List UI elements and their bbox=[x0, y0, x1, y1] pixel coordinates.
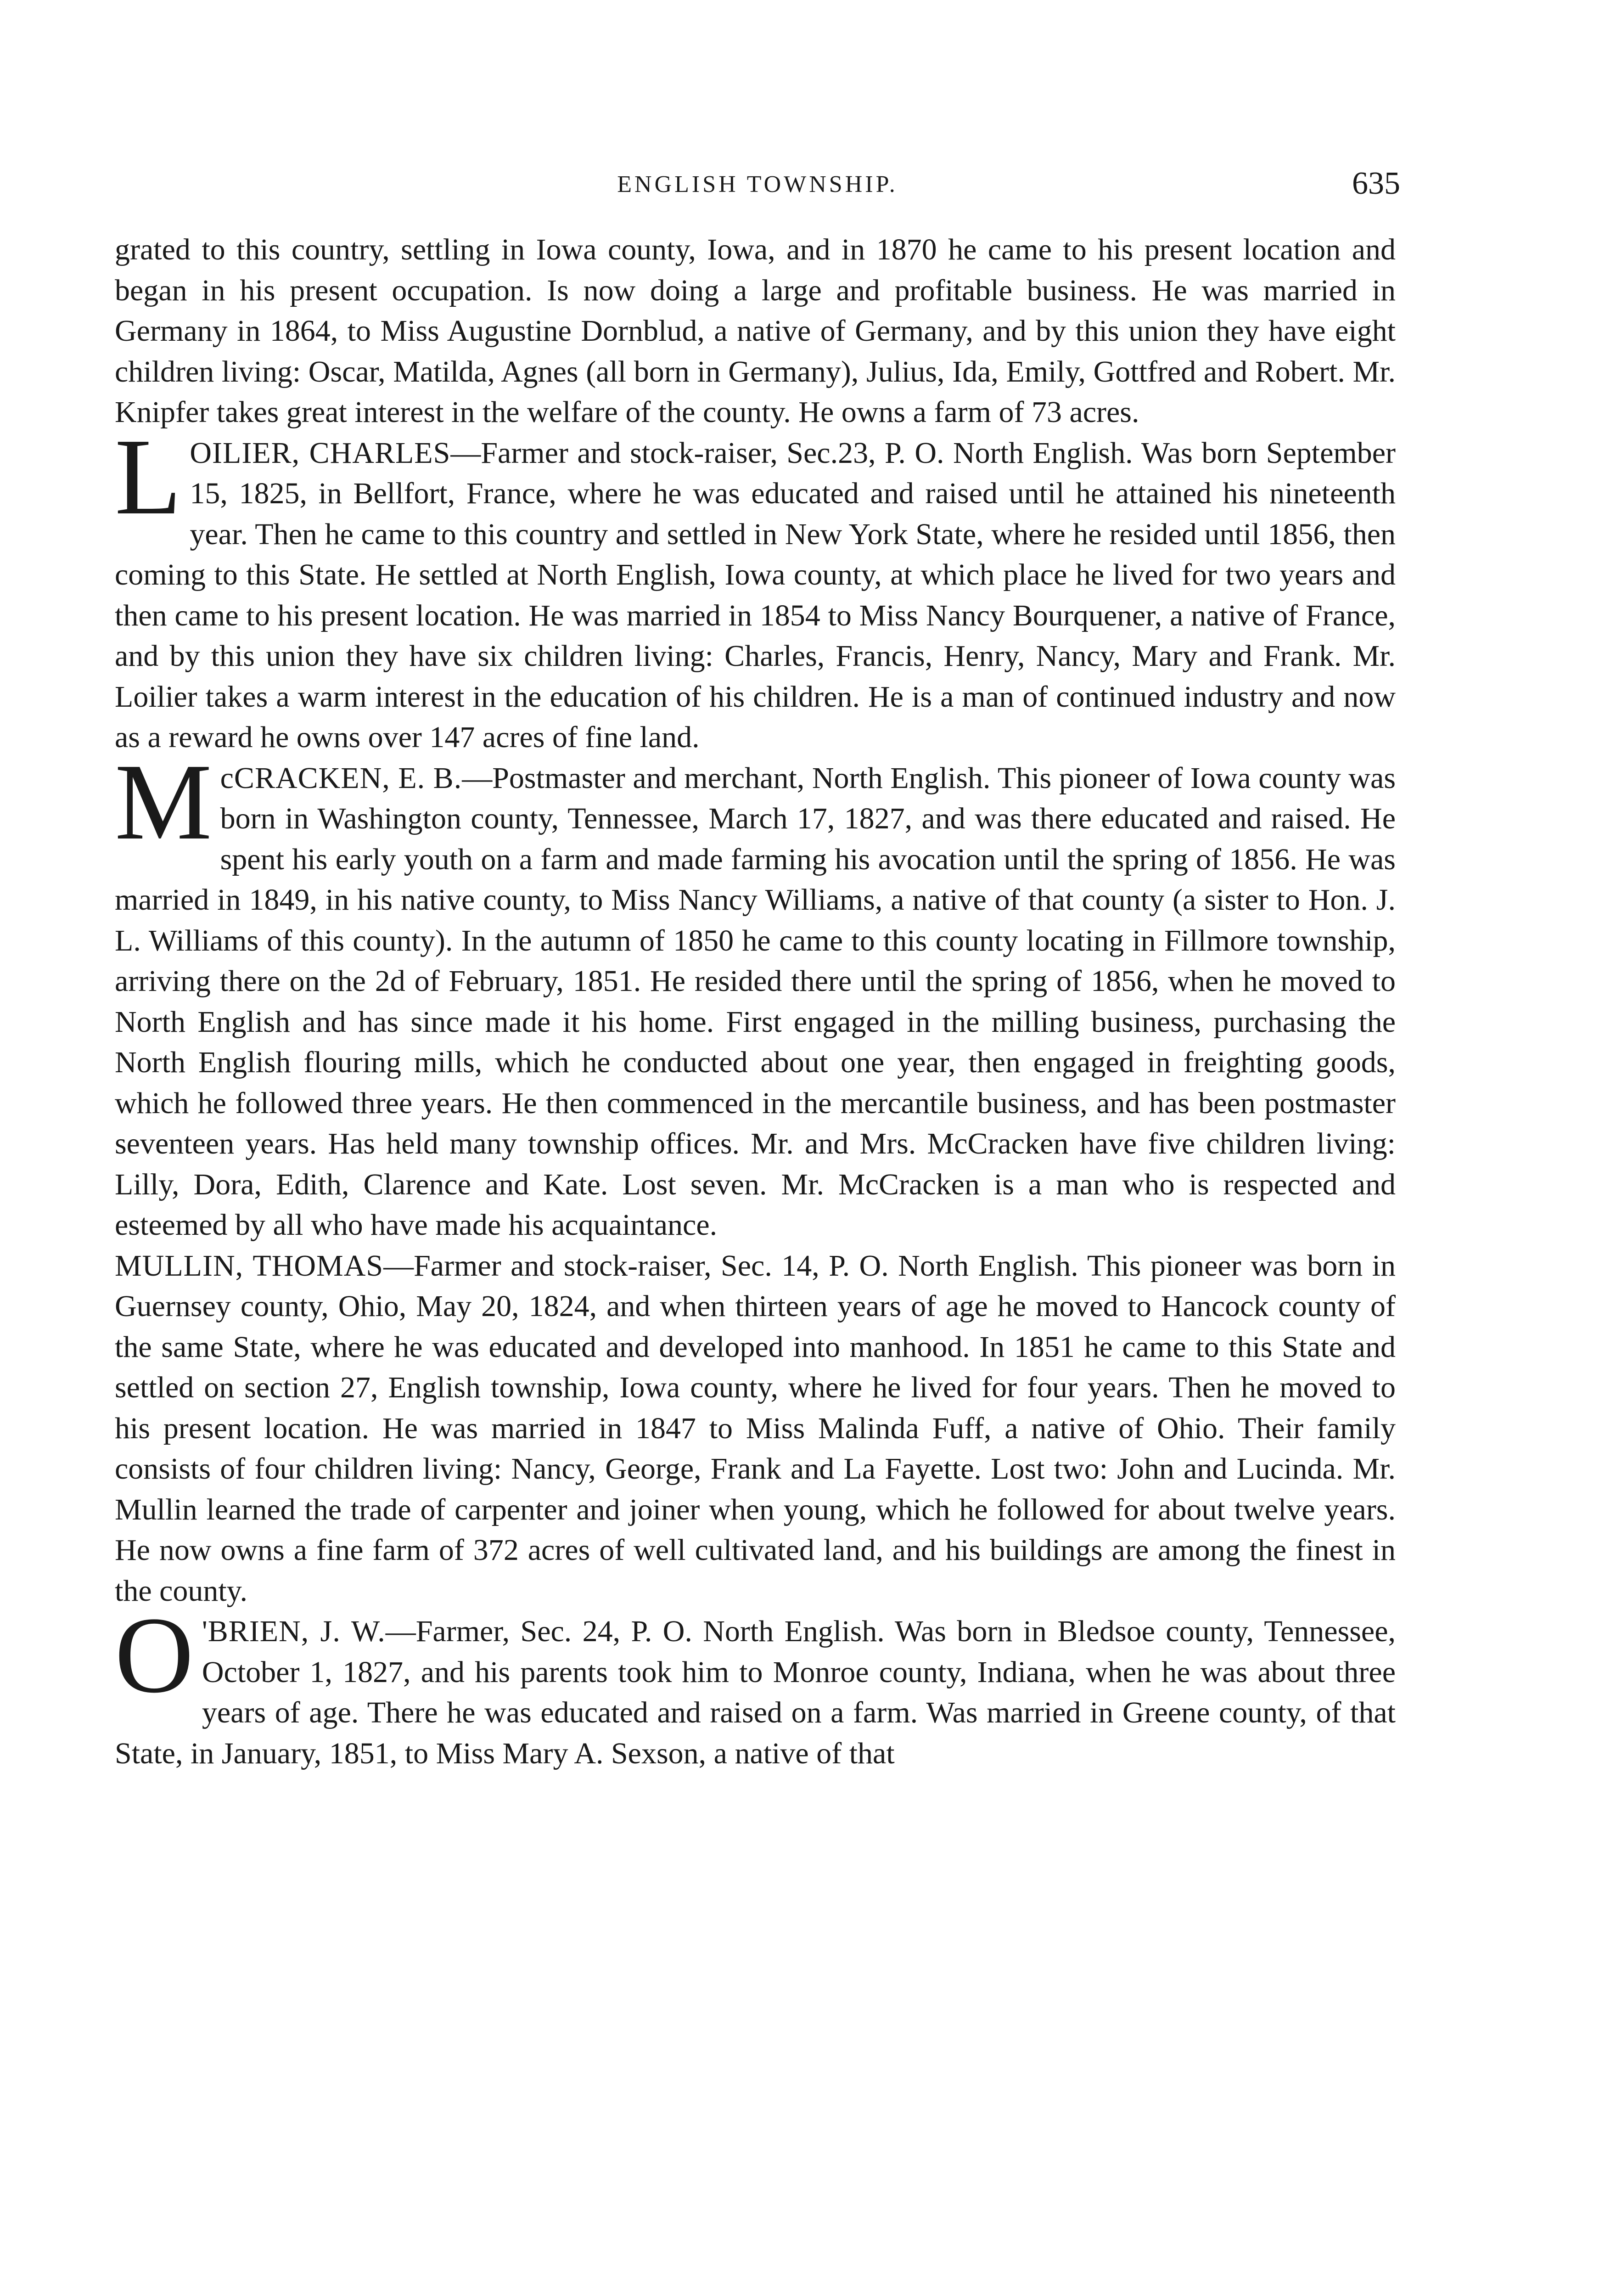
entry-mccracken bbox=[115, 741, 1396, 1246]
body-text bbox=[115, 230, 1396, 1774]
drop-cap: L bbox=[115, 416, 182, 537]
paragraph-text: —Farmer and stock-raiser, Sec.23, P. O. North English. Was born September 15, 1825, in Bellfort, France, where he was educated and raised until he attained his nineteenth year. Then he came to this country and settled in New York State, where he resided until 1856, then coming to this State. He settled at North English, Iowa county, at which place he lived for two years and then came to his present location. He was married in 1854 to Miss Nancy Bourquener, a native of France, and by this union they have six children living: Charles, Francis, Henry, Nancy, Mary and Frank. Mr. Loilier takes a warm interest in the education of his children. He is a man of continued industry and now as a reward he owns over 147 acres of fine land. bbox=[115, 436, 1396, 754]
entry-obrien bbox=[115, 1595, 1396, 1774]
entry-name: OILIER, CHARLES bbox=[190, 436, 451, 470]
paragraph-text: —Postmaster and merchant, North English. This pioneer of Iowa county was born in Washington county, Tennessee, March 17, 1827, and was there educated and raised. He spent his early youth on a farm and made farming his avocation until the spring of 1856. He was married in 1849, in his native county, to Miss Nancy Williams, a native of that county (a sister to Hon. J. L. Williams of this county). In the autumn of 1850 he came to this county locating in Fillmore township, arriving there on the 2d of February, 1851. He resided there until the spring of 1856, when he moved to North English and has since made it his home. First engaged in the milling business, purchasing the North English flouring mills, which he conducted about one year, then engaged in freighting goods, which he followed three years. He then commenced in the mercantile business, and has been postmaster seventeen years. Has held many township offices. Mr. and Mrs. McCracken have five children living: Lilly, Dora, Edith, Clarence and Kate. Lost seven. Mr. McCracken is a man who is respected and esteemed by all who have made his acquaintance. bbox=[115, 761, 1396, 1242]
entry-name: cCRACKEN, E. B. bbox=[220, 761, 462, 795]
running-title: ENGLISH TOWNSHIP. bbox=[617, 171, 898, 197]
entry-loilier bbox=[115, 416, 1396, 758]
paragraph-text: grated to this country, settling in Iowa county, Iowa, and in 1870 he came to his present location and began in his present occupation. Is now doing a large and profitable business. He was married in Germany in 1864, to Miss Augustine Dornblud, a native of Germany, and by this union they have eight children living: Oscar, Matilda, Agnes (all born in Germany), Julius, Ida, Emily, Gottfred and Robert. Mr. Knipfer takes great interest in the welfare of the county. He owns a farm of 73 acres. bbox=[115, 233, 1396, 429]
page-number: 635 bbox=[1352, 166, 1400, 201]
drop-cap: O bbox=[115, 1595, 194, 1716]
paragraph-continued bbox=[115, 230, 1396, 433]
entry-name: MULLIN, THOMAS bbox=[115, 1249, 384, 1283]
drop-cap: M bbox=[115, 741, 212, 862]
entry-mullin bbox=[115, 1246, 1396, 1612]
page-header bbox=[115, 166, 1400, 212]
entry-name: 'BRIEN, J. W. bbox=[202, 1615, 386, 1648]
paragraph-text: —Farmer and stock-raiser, Sec. 14, P. O. North English. This pioneer was born in Guernsey county, Ohio, May 20, 1824, and when thirteen years of age he moved to Hancock county of the same State, where he was educated and developed into manhood. In 1851 he came to this State and settled on section 27, English township, Iowa county, where he lived for four years. Then he moved to his present location. He was married in 1847 to Miss Malinda Fuff, a native of Ohio. Their family consists of four children living: Nancy, George, Frank and La Fayette. Lost two: John and Lucinda. Mr. Mullin learned the trade of carpenter and joiner when young, which he followed for about twelve years. He now owns a fine farm of 372 acres of well cultivated land, and his buildings are among the finest in the county. bbox=[115, 1249, 1396, 1608]
paragraph-text: —Farmer, Sec. 24, P. O. North English. Was born in Bledsoe county, Tennessee, October 1, 1827, and his parents took him to Monroe county, Indiana, when he was about three years of age. There he was educated and raised on a farm. Was married in Greene county, of that State, in January, 1851, to Miss Mary A. Sexson, a native of that bbox=[115, 1615, 1396, 1770]
